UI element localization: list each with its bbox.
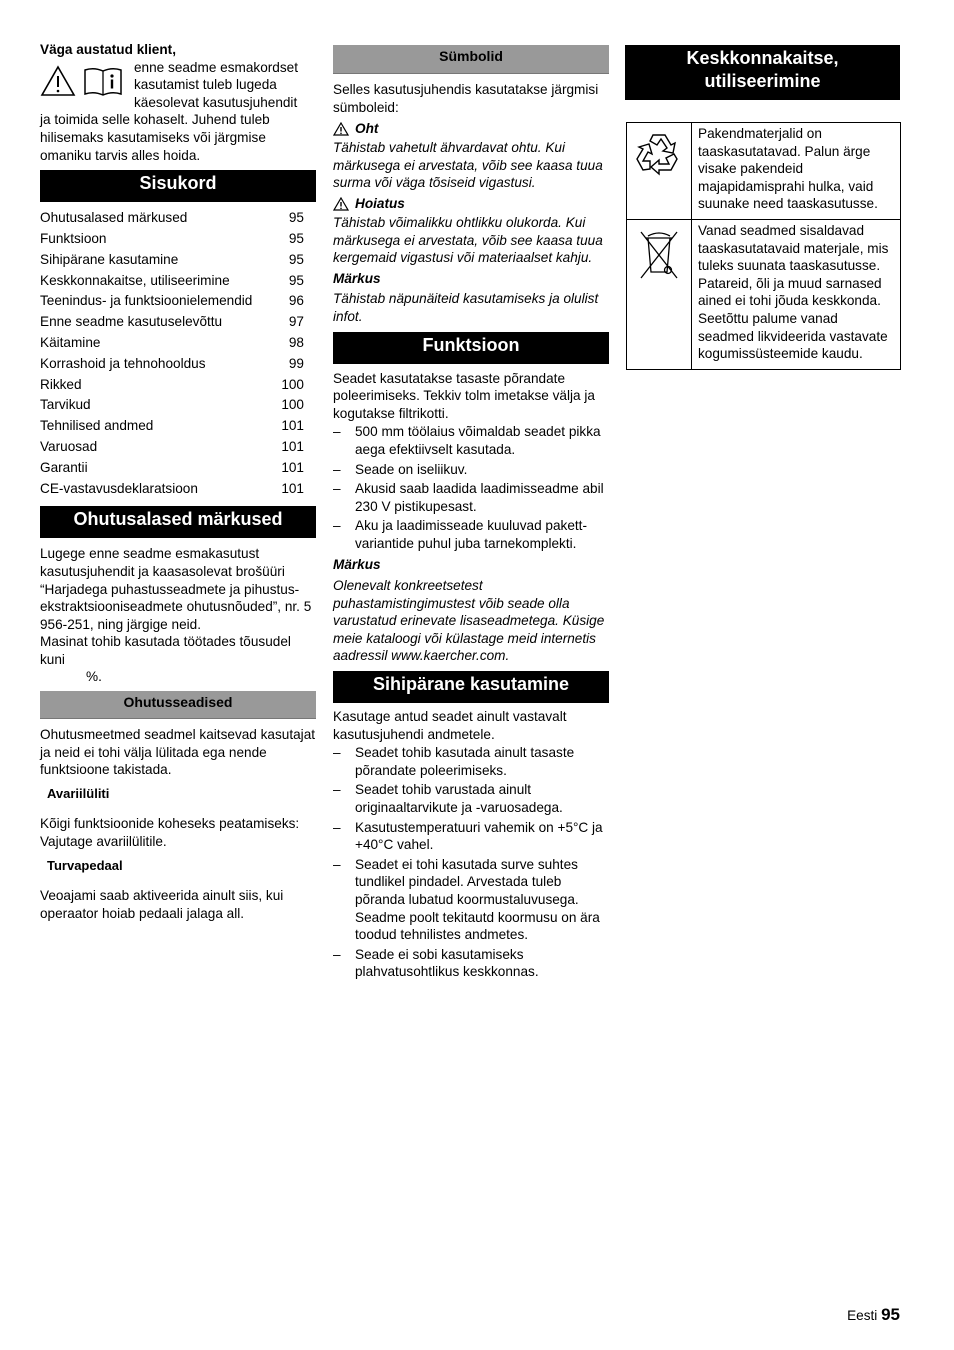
bullet-text: Aku ja laadimisseade kuuluvad pakett-variantide puhul juba tarnekomplekti. bbox=[355, 518, 587, 551]
safety-devices-heading: Ohutusseadised bbox=[40, 691, 316, 719]
safety-heading: Ohutusalased märkused bbox=[40, 506, 316, 538]
manual-book-icon bbox=[82, 65, 124, 97]
incline-text bbox=[40, 633, 316, 686]
intro-continuation: ja toimida selle kohaselt. Juhend tuleb hilisemaks kasutamiseks või järgmise omaniku tarvis alles hoida. bbox=[40, 112, 270, 163]
intended-use-text: Kasutage antud seadet ainult vastavalt kasutusjuhendi andmetele. bbox=[333, 709, 567, 742]
environment-heading-line1: Keskkonnakaitse, bbox=[686, 48, 839, 68]
column-right bbox=[625, 45, 900, 370]
function-text: Seadet kasutatakse tasaste põrandate poleerimiseks. Tekkiv tolm imetakse välja ja kogutakse filtrikotti. bbox=[333, 370, 595, 421]
intended-use-heading: Sihipärane kasutamine bbox=[333, 671, 609, 703]
intended-use-bullet: – Seadet tohib kasutada ainult tasaste põrandate poleerimiseks. bbox=[333, 744, 609, 779]
page-footer bbox=[847, 1306, 900, 1325]
toc-label: CE-vastavusdeklaratsioon bbox=[40, 480, 198, 496]
toc-page: 96 bbox=[288, 293, 304, 309]
toc-page: 95 bbox=[288, 210, 304, 226]
toc-row bbox=[40, 354, 316, 375]
bullet-text: Seadet tohib kasutada ainult tasaste põrandate poleerimiseks. bbox=[355, 745, 575, 778]
crossed-bin-icon bbox=[636, 226, 682, 282]
bullet-text: Seadet tohib varustada ainult originaaltarvikute ja -varuosadega. bbox=[355, 782, 563, 815]
toc-label: Käitamine bbox=[40, 334, 101, 350]
danger-label-row bbox=[333, 119, 609, 139]
recycle-icon bbox=[633, 129, 685, 181]
toc-page: 95 bbox=[288, 272, 304, 288]
note-label: Märkus bbox=[333, 270, 381, 286]
environment-text: Pakendmaterjalid on taaskasutatavad. Palun ärge visake pakendeid majapidamisprahi hulka, vaid suunake need taaskasutusse. bbox=[692, 123, 901, 220]
toc-label: Korrashoid ja tehnohooldus bbox=[40, 355, 206, 371]
toc-label: Enne seadme kasutuselevõttu bbox=[40, 314, 223, 330]
safety-pedal-text: Veoajami saab aktiveerida ainult siis, kui operaator hoiab pedaali jalaga all. bbox=[40, 888, 284, 921]
intro-line: kasutamist tuleb lugeda bbox=[134, 77, 277, 93]
bullet-text: 500 mm töölaius võimaldab seadet pikka aega efektiivselt kasutada. bbox=[355, 424, 601, 457]
toc-row bbox=[40, 312, 316, 333]
toc-row bbox=[40, 458, 316, 479]
function-note-text: Olenevalt konkreetsetest puhastamistingimustest võib seade olla varustatud erinevate lisaseadmetega. Küsige meie kataloogi või külastage meid internetis aadressil www.kaercher.com. bbox=[333, 578, 605, 664]
bullet-text: Akusid saab laadida laadimisseadme abil 230 V pistikupesast. bbox=[355, 481, 604, 514]
toc-label: Tarvikud bbox=[40, 397, 91, 413]
symbols-heading: Sümbolid bbox=[333, 45, 609, 74]
toc-list bbox=[40, 208, 316, 499]
warning-label: Hoiatus bbox=[355, 196, 405, 212]
toc-page: 101 bbox=[281, 459, 304, 475]
toc-row bbox=[40, 416, 316, 437]
toc-page: 100 bbox=[281, 376, 304, 392]
intro-side-text bbox=[134, 59, 298, 112]
toc-label: Keskkonnakaitse, utiliseerimine bbox=[40, 272, 230, 288]
icon-cell bbox=[627, 219, 692, 369]
safety-devices-text: Ohutusmeetmed seadmel kaitsevad kasutajat ja neid ei tohi välja lülitada ega nende funktsioone takistada. bbox=[40, 727, 316, 778]
toc-label: Garantii bbox=[40, 459, 88, 475]
environment-text: Vanad seadmed sisaldavad taaskasutatavaid materjale, mis tuleks suunata taaskasutusse. Patareid, õli ja muud sarnased ained ei tohi jõuda keskkonda. Seetõttu palume vanad seadmed likvideerida vastavate kogumissüsteemide kaudu. bbox=[692, 219, 901, 369]
toc-page: 98 bbox=[288, 334, 304, 350]
column-left bbox=[40, 40, 316, 922]
toc-label: Rikked bbox=[40, 376, 82, 392]
toc-row bbox=[40, 395, 316, 416]
toc-heading: Sisukord bbox=[40, 170, 316, 202]
intended-use-bullet: – Kasutustemperatuuri vahemik on +5°C ja +40°C vahel. bbox=[333, 819, 609, 854]
icon-cell bbox=[627, 123, 692, 220]
toc-label: Tehnilised andmed bbox=[40, 418, 154, 434]
bullet-text: Seade on iseliikuv. bbox=[355, 461, 468, 477]
symbols-intro: Selles kasutusjuhendis kasutatakse järgmisi sümboleid: bbox=[333, 82, 599, 115]
table-row bbox=[627, 219, 901, 369]
toc-page: 100 bbox=[281, 397, 304, 413]
toc-row bbox=[40, 375, 316, 396]
intro-line: enne seadme esmakordset bbox=[134, 59, 298, 75]
intro-icons bbox=[40, 59, 134, 112]
intended-use-bullet: – Seadet tohib varustada ainult originaaltarvikute ja -varuosadega. bbox=[333, 781, 609, 816]
warning-label-row bbox=[333, 194, 609, 214]
function-bullet: – Aku ja laadimisseade kuuluvad pakett-variantide puhul juba tarnekomplekti. bbox=[333, 517, 609, 552]
column-middle bbox=[333, 45, 609, 981]
intended-use-bullet: – Seadet ei tohi kasutada surve suhtes tundlikel pindadel. Arvestada tuleb põranda lubatud koormustaluvusega. Seadme poolt tekitautd koormusu on ära toodud tehnilistes andmetes. bbox=[333, 856, 609, 944]
greeting: Väga austatud klient, bbox=[40, 42, 176, 57]
intended-use-bullet: – Seade ei sobi kasutamiseks plahvatusohtlikus keskkonnas. bbox=[333, 946, 609, 981]
intro-block bbox=[40, 59, 316, 112]
function-bullet: – Akusid saab laadida laadimisseadme abil 230 V pistikupesast. bbox=[333, 480, 609, 515]
environment-table bbox=[626, 122, 901, 370]
incline-text-b: %. bbox=[86, 669, 102, 685]
toc-row bbox=[40, 437, 316, 458]
intro-line: käesolevat kasutusjuhendit bbox=[134, 94, 298, 110]
bullet-text: Seadet ei tohi kasutada surve suhtes tundlikel pindadel. Arvestada tuleb põranda lubatud koormustaluvusega. Seadme poolt tekitautd koormusu on ära toodud tehnilistes andmetes. bbox=[355, 856, 600, 943]
footer-language: Eesti bbox=[847, 1308, 878, 1323]
toc-page: 97 bbox=[288, 314, 304, 330]
toc-page: 95 bbox=[288, 251, 304, 267]
emergency-switch-heading: Avariilüliti bbox=[47, 785, 110, 801]
warning-triangle-icon bbox=[333, 197, 349, 211]
toc-row bbox=[40, 479, 316, 500]
toc-label: Varuosad bbox=[40, 438, 98, 454]
emergency-switch-text: Kõigi funktsioonide koheseks peatamiseks: Vajutage avariilülitile. bbox=[40, 816, 300, 850]
toc-label: Funktsioon bbox=[40, 230, 107, 246]
function-note-label: Märkus bbox=[333, 557, 381, 573]
toc-label: Ohutusalased märkused bbox=[40, 210, 188, 226]
function-heading: Funktsioon bbox=[333, 332, 609, 364]
safety-pedal-heading: Turvapedaal bbox=[47, 857, 123, 873]
incline-text-a: Masinat tohib kasutada töötades tõusudel kuni bbox=[40, 634, 291, 667]
table-row bbox=[627, 123, 901, 220]
toc-row bbox=[40, 229, 316, 250]
toc-page: 101 bbox=[281, 438, 304, 454]
note-text: Tähistab näpunäiteid kasutamiseks ja olulist infot. bbox=[333, 291, 599, 324]
danger-triangle-icon bbox=[333, 122, 349, 136]
bullet-text: Kasutustemperatuuri vahemik on +5°C ja +40°C vahel. bbox=[355, 819, 603, 853]
toc-row bbox=[40, 250, 316, 271]
toc-page: 101 bbox=[281, 480, 304, 496]
toc-row bbox=[40, 333, 316, 354]
function-bullet: – 500 mm töölaius võimaldab seadet pikka aega efektiivselt kasutada. bbox=[333, 423, 609, 458]
toc-label: Sihipärane kasutamine bbox=[40, 251, 179, 267]
toc-row bbox=[40, 291, 316, 312]
toc-label: Teenindus- ja funktsioonielemendid bbox=[40, 293, 253, 309]
environment-heading bbox=[625, 45, 900, 100]
toc-page: 101 bbox=[281, 418, 304, 434]
warning-icon bbox=[40, 65, 76, 97]
function-bullet: – Seade on iseliikuv. bbox=[333, 461, 609, 479]
danger-text: Tähistab vahetult ähvardavat ohtu. Kui märkusega ei arvestata, võib see kaasa tuua surma või väga tõsiseid vigastusi. bbox=[333, 140, 603, 191]
toc-page: 99 bbox=[288, 355, 304, 371]
bullet-text: Seade ei sobi kasutamiseks plahvatusohtlikus keskkonnas. bbox=[355, 946, 539, 980]
danger-label: Oht bbox=[355, 121, 379, 137]
safety-text: Lugege enne seadme esmakasutust kasutusjuhendit ja kaasasolevat brošüüri “Harjadega puhastusseadmete ja pihustus-ekstraktsiooniseadmete ohutusnõuded”, nr. 5 956-251, ning järgige neid. bbox=[40, 546, 312, 632]
page-number: 95 bbox=[881, 1305, 900, 1324]
toc-row bbox=[40, 271, 316, 292]
environment-heading-line2: utiliseerimine bbox=[704, 71, 821, 91]
warning-text: Tähistab võimalikku ohtlikku olukorda. Kui märkusega ei arvestata, võib see kaasa tuua kergemaid vigastusi või materiaalset kahju. bbox=[333, 214, 603, 266]
toc-row bbox=[40, 208, 316, 229]
toc-page: 95 bbox=[288, 230, 304, 246]
